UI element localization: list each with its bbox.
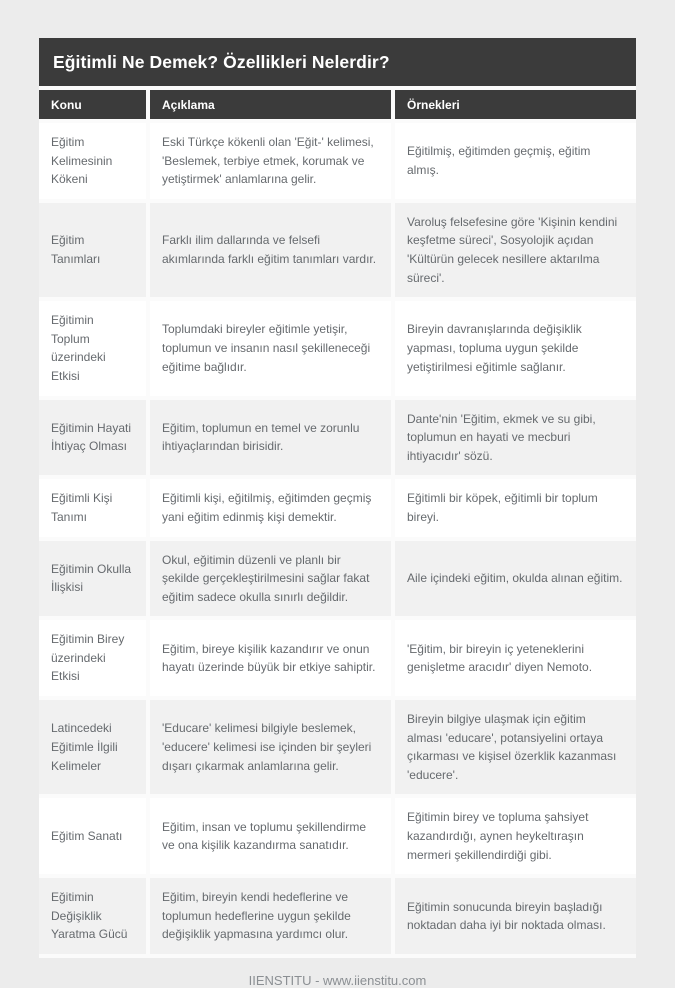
table-cell-ornekleri: Bireyin bilgiye ulaşmak için eğitim alması 'educare', potansiyelini ortaya çıkarması ve kişisel özerklik kazanması 'educere'. <box>395 700 636 794</box>
footer-text: IIENSTITU - www.iienstitu.com <box>248 973 427 988</box>
table-cell-konu: Eğitimin Okulla İlişkisi <box>39 541 146 617</box>
table-cell-aciklama: Eski Türkçe kökenli olan 'Eğit-' kelimesi, 'Beslemek, terbiye etmek, korumak ve yetiştirmek' anlamlarına gelir. <box>150 123 391 199</box>
table-cell-konu: Eğitimin Değişiklik Yaratma Gücü <box>39 878 146 954</box>
column-header-konu: Konu <box>39 90 146 119</box>
table-cell-ornekleri: Dante'nin 'Eğitim, ekmek ve su gibi, toplumun en hayati ve mecburi ihtiyacıdır' sözü. <box>395 400 636 476</box>
table-cell-konu: Eğitimin Hayati İhtiyaç Olması <box>39 400 146 476</box>
info-table <box>39 90 636 954</box>
table-cell-ornekleri: Eğitilmiş, eğitimden geçmiş, eğitim almış. <box>395 123 636 199</box>
table-cell-konu: Eğitim Sanatı <box>39 798 146 874</box>
table-cell-konu: Eğitim Tanımları <box>39 203 146 297</box>
table-cell-aciklama: Eğitimli kişi, eğitilmiş, eğitimden geçmiş yani eğitim edinmiş kişi demektir. <box>150 479 391 536</box>
table-cell-ornekleri: Eğitimli bir köpek, eğitimli bir toplum bireyi. <box>395 479 636 536</box>
table-cell-aciklama: Eğitim, insan ve toplumu şekillendirme ve ona kişilik kazandırma sanatıdır. <box>150 798 391 874</box>
page-background <box>0 38 675 988</box>
table-cell-konu: Eğitimin Birey üzerindeki Etkisi <box>39 620 146 696</box>
table-cell-ornekleri: Varoluş felsefesine göre 'Kişinin kendini keşfetme süreci', Sosyolojik açıdan 'Kültürün gelecek nesillere aktarılma süreci'. <box>395 203 636 297</box>
content-card <box>39 38 636 958</box>
table-cell-aciklama: Okul, eğitimin düzenli ve planlı bir şekilde gerçekleştirilmesini sağlar fakat eğitim sadece okulla sınırlı değildir. <box>150 541 391 617</box>
table-cell-aciklama: Farklı ilim dallarında ve felsefi akımlarında farklı eğitim tanımları vardır. <box>150 203 391 297</box>
table-cell-aciklama: Eğitim, bireyin kendi hedeflerine ve toplumun hedeflerine uygun şekilde değişiklik yapmasına yardımcı olur. <box>150 878 391 954</box>
table-cell-ornekleri: 'Eğitim, bir bireyin iç yeteneklerini genişletme aracıdır' diyen Nemoto. <box>395 620 636 696</box>
page-title: Eğitimli Ne Demek? Özellikleri Nelerdir? <box>39 38 636 86</box>
table-cell-konu: Eğitimli Kişi Tanımı <box>39 479 146 536</box>
table-cell-konu: Eğitimin Toplum üzerindeki Etkisi <box>39 301 146 395</box>
table-cell-aciklama: Toplumdaki bireyler eğitimle yetişir, toplumun ve insanın nasıl şekilleneceği eğitime bağlıdır. <box>150 301 391 395</box>
table-cell-aciklama: Eğitim, toplumun en temel ve zorunlu ihtiyaçlarından birisidir. <box>150 400 391 476</box>
column-header-ornekleri: Örnekleri <box>395 90 636 119</box>
table-cell-ornekleri: Aile içindeki eğitim, okulda alınan eğitim. <box>395 541 636 617</box>
table-cell-aciklama: 'Educare' kelimesi bilgiyle beslemek, 'educere' kelimesi ise içinden bir şeyleri dışarı çıkarmak anlamlarına gelir. <box>150 700 391 794</box>
table-cell-konu: Latincedeki Eğitimle İlgili Kelimeler <box>39 700 146 794</box>
table-cell-ornekleri: Eğitimin sonucunda bireyin başladığı noktadan daha iyi bir noktada olması. <box>395 878 636 954</box>
table-cell-konu: Eğitim Kelimesinin Kökeni <box>39 123 146 199</box>
column-header-aciklama: Açıklama <box>150 90 391 119</box>
table-cell-ornekleri: Eğitimin birey ve topluma şahsiyet kazandırdığı, aynen heykeltıraşın mermeri şekillendirdiği gibi. <box>395 798 636 874</box>
table-cell-ornekleri: Bireyin davranışlarında değişiklik yapması, topluma uygun şekilde yetiştirilmesi eğitimle sağlanır. <box>395 301 636 395</box>
table-cell-aciklama: Eğitim, bireye kişilik kazandırır ve onun hayatı üzerinde büyük bir etkiye sahiptir. <box>150 620 391 696</box>
